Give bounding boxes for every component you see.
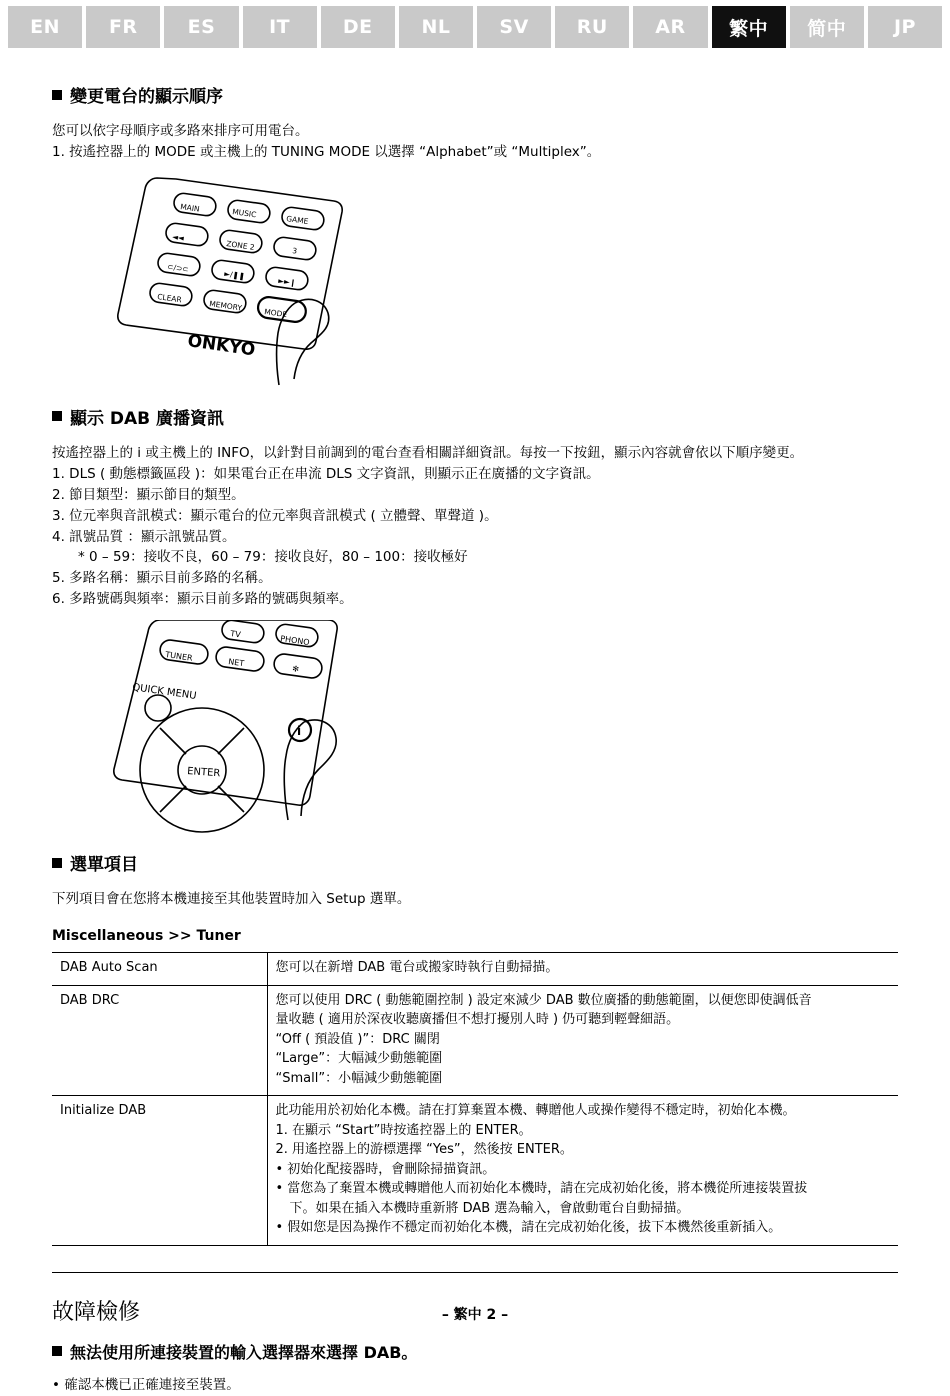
setting-desc-initialize-dab [267, 1096, 898, 1246]
lang-tab-ar[interactable]: AR [633, 6, 707, 48]
info-button-glyph: ⅰ [297, 724, 302, 739]
lang-tab-nl[interactable]: NL [399, 6, 473, 48]
desc-line: 量收聽 ( 適用於深夜收聽廣播但不想打擾別人時 ) 仍可聽到輕聲細語。 [275, 1012, 680, 1028]
dab-info-item-6: 6. 多路號碼與頻率：顯示目前多路的號碼與頻率。 [52, 591, 353, 608]
page-footer: – 繁中 2 – [441, 1307, 509, 1323]
svg-text:◄◄: ◄◄ [171, 231, 185, 243]
svg-text:ZONE 2: ZONE 2 [225, 238, 256, 252]
remote-illustration-mode [52, 173, 392, 388]
desc-line: • 假如您是因為操作不穩定而初始化本機，請在完成初始化後，拔下本機然後重新插入。 [275, 1220, 782, 1236]
desc-line: “Off ( 預設值 )”：DRC 關閉 [275, 1031, 440, 1047]
desc-line: 您可以使用 DRC ( 動態範圍控制 ) 設定來減少 DAB 數位廣播的動態範圍，以便您即使調低音 [275, 992, 812, 1008]
desc-line: “Large”：大幅減少動態範圍 [275, 1051, 443, 1067]
setting-name-dab-drc: DAB DRC [52, 985, 267, 1096]
svg-text:MAIN: MAIN [179, 201, 201, 214]
svg-text:►/❚❚: ►/❚❚ [223, 268, 246, 281]
desc-line: • 初始化配接器時，會刪除掃描資訊。 [275, 1161, 496, 1177]
setting-desc-dab-auto-scan [267, 953, 898, 986]
language-tab-bar [0, 0, 950, 48]
svg-text:GAME: GAME [285, 213, 309, 226]
troubleshooting-title: 故障檢修 [52, 1299, 141, 1325]
dab-info-item-2: 2. 節目類型：顯示節目的類型。 [52, 486, 245, 503]
remote-brand-label: ONKYO [186, 330, 257, 361]
remote-illustration-info [52, 620, 392, 840]
svg-text:NET: NET [227, 657, 245, 669]
lang-tab-es[interactable]: ES [164, 6, 238, 48]
lang-tab-zh-tw[interactable]: 繁中 [712, 6, 786, 48]
svg-text:MODE: MODE [263, 306, 288, 320]
troubleshooting-issue [52, 1340, 898, 1363]
document-content [0, 48, 950, 1396]
section-heading-order [52, 82, 898, 107]
lang-tab-it[interactable]: IT [243, 6, 317, 48]
svg-text:⊂/⊃⊂: ⊂/⊃⊂ [166, 261, 190, 274]
lang-tab-jp[interactable]: JP [868, 6, 942, 48]
table-row [52, 1096, 898, 1246]
svg-text:✻: ✻ [291, 664, 300, 675]
square-bullet-icon [52, 90, 62, 100]
svg-text:TV: TV [229, 629, 242, 640]
dab-info-item-4: 4. 訊號品質 ：顯示訊號品質。 [52, 528, 236, 545]
troubleshooting-bullet-1: • 確認本機已正確連接至裝置。 [52, 1376, 240, 1393]
order-step-1: 1. 按遙控器上的 MODE 或主機上的 TUNING MODE 以選擇 “Alphabet”或 “Multiplex”。 [52, 143, 601, 160]
lang-tab-ru[interactable]: RU [555, 6, 629, 48]
setting-desc-dab-drc [267, 985, 898, 1096]
desc-line: 此功能用於初始化本機。請在打算棄置本機、轉贈他人或操作變得不穩定時，初始化本機。 [275, 1103, 796, 1119]
dab-info-intro: 按遙控器上的 ⅰ 或主機上的 INFO，以針對目前調到的電台查看相關詳細資訊。每按一下按鈕，顯示內容就會依以下順序變更。 [52, 444, 804, 461]
section-heading-menu-items-text: 選單項目 [70, 855, 138, 876]
menu-subheading: Miscellaneous >> Tuner [52, 928, 241, 945]
svg-text:PHONO: PHONO [279, 634, 311, 648]
dab-info-signal-note: * 0 – 59：接收不良，60 – 79：接收良好，80 – 100：接收極好 [78, 549, 468, 566]
table-row [52, 953, 898, 986]
square-bullet-icon [52, 1346, 62, 1356]
lang-tab-fr[interactable]: FR [86, 6, 160, 48]
lang-tab-zh-cn[interactable]: 简中 [790, 6, 864, 48]
svg-text:►►❙: ►►❙ [277, 275, 297, 288]
desc-line: • 當您為了棄置本機或轉贈他人而初始化本機時，請在完成初始化後，將本機從所連接裝置拔 [275, 1181, 808, 1197]
troubleshooting-issue-text: 無法使用所連接裝置的輸入選擇器來選擇 DAB。 [70, 1342, 418, 1362]
menu-intro: 下列項目會在您將本機連接至其他裝置時加入 Setup 選單。 [52, 891, 411, 908]
dab-info-item-3: 3. 位元率與音訊模式：顯示電台的位元率與音訊模式 ( 立體聲、單聲道 )。 [52, 507, 498, 524]
lang-tab-de[interactable]: DE [321, 6, 395, 48]
svg-text:3: 3 [291, 245, 298, 256]
section-divider [52, 1272, 898, 1273]
desc-line: 2. 用遙控器上的游標選擇 “Yes”，然後按 ENTER。 [275, 1142, 573, 1158]
setting-name-initialize-dab: Initialize DAB [52, 1096, 267, 1246]
svg-text:QUICK MENU: QUICK MENU [131, 682, 198, 703]
desc-line: 下。如果在插入本機時重新將 DAB 選為輸入，會啟動電台自動掃描。 [289, 1200, 690, 1216]
dab-info-item-5: 5. 多路名稱：顯示目前多路的名稱。 [52, 570, 272, 587]
section-heading-dab-info-text: 顯示 DAB 廣播資訊 [70, 408, 225, 429]
dab-info-item-1: 1. DLS ( 動態標籤區段 )：如果電台正在串流 DLS 文字資訊，則顯示正在廣播的文字資訊。 [52, 465, 600, 482]
table-row [52, 985, 898, 1096]
svg-text:TUNER: TUNER [164, 650, 194, 664]
desc-line: 您可以在新增 DAB 電台或搬家時執行自動掃描。 [275, 960, 559, 976]
section-heading-menu-items [52, 850, 898, 875]
svg-text:ENTER: ENTER [186, 766, 221, 780]
svg-text:MEMORY: MEMORY [208, 298, 243, 313]
square-bullet-icon [52, 858, 62, 868]
setting-name-dab-auto-scan: DAB Auto Scan [52, 953, 267, 986]
desc-line: 1. 在顯示 “Start”時按遙控器上的 ENTER。 [275, 1122, 532, 1138]
svg-text:CLEAR: CLEAR [156, 291, 183, 305]
order-intro: 您可以依字母順序或多路來排序可用電台。 [52, 123, 309, 139]
lang-tab-en[interactable]: EN [8, 6, 82, 48]
square-bullet-icon [52, 411, 62, 421]
settings-table [52, 952, 898, 1246]
svg-text:MUSIC: MUSIC [231, 206, 257, 220]
lang-tab-sv[interactable]: SV [477, 6, 551, 48]
section-heading-order-text: 變更電台的顯示順序 [70, 87, 223, 107]
section-heading-dab-info [52, 404, 898, 429]
desc-line: “Small”：小幅減少動態範圍 [275, 1070, 443, 1086]
